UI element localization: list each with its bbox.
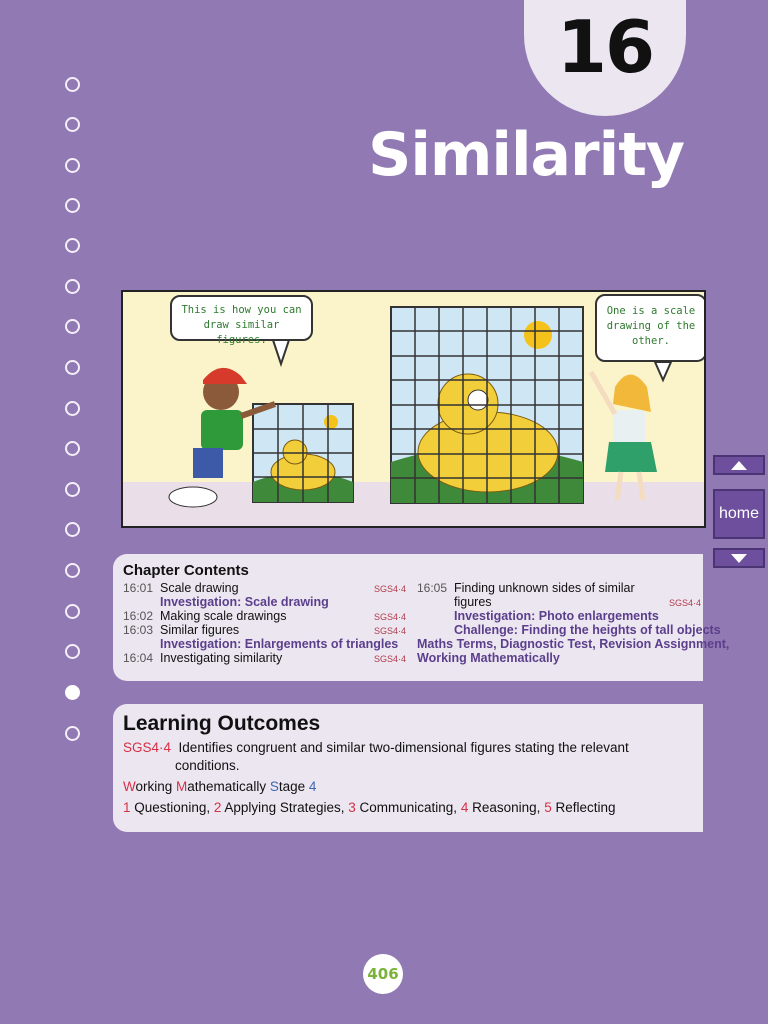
outcome-code: SGS4·4 xyxy=(123,740,172,755)
contents-extras[interactable]: Maths Terms, Diagnostic Test, Revision Assignment, xyxy=(417,637,730,651)
contents-investigation[interactable]: Investigation: Photo enlargements xyxy=(454,609,659,623)
contents-item[interactable]: 16:05 Finding unknown sides of similar xyxy=(417,581,635,595)
contents-investigation[interactable]: Investigation: Enlargements of triangles xyxy=(160,637,399,651)
binder-hole xyxy=(65,319,80,334)
page-number: 406 xyxy=(363,954,403,994)
outcomes-title: Learning Outcomes xyxy=(123,712,321,735)
chapter-title: Similarity xyxy=(368,120,684,190)
girl-character xyxy=(591,372,657,500)
contents-item[interactable]: 16:04 Investigating similarity xyxy=(123,651,283,665)
contents-extras[interactable]: Working Mathematically xyxy=(417,651,560,665)
binder-hole xyxy=(65,482,80,497)
previous-page-button[interactable] xyxy=(713,455,765,475)
binder-hole xyxy=(65,158,80,173)
binder-hole xyxy=(65,360,80,375)
outcome-text: Identifies congruent and similar two-dimensional figures stating the relevant xyxy=(178,740,629,755)
next-page-button[interactable] xyxy=(713,548,765,568)
outcome-line xyxy=(123,739,629,757)
binder-hole xyxy=(65,644,80,659)
binder-hole xyxy=(65,726,80,741)
comic-illustration xyxy=(121,290,706,528)
right-speech-bubble: One is a scale drawing of the other. xyxy=(595,294,706,362)
binder-hole xyxy=(65,77,80,92)
contents-title: Chapter Contents xyxy=(123,562,249,579)
working-mathematically-stage: Working Mathematically Stage 4 xyxy=(123,779,317,794)
syllabus-tag: SGS4·4 xyxy=(374,626,407,636)
binder-hole xyxy=(65,198,80,213)
binder-hole xyxy=(65,522,80,537)
contents-item-continued[interactable]: figures xyxy=(454,595,492,609)
syllabus-tag: SGS4·4 xyxy=(374,654,407,664)
up-arrow-icon xyxy=(731,461,747,470)
syllabus-tag: SGS4·4 xyxy=(374,584,407,594)
syllabus-tag: SGS4·4 xyxy=(669,598,702,608)
binder-hole xyxy=(65,238,80,253)
learning-outcomes-panel xyxy=(113,704,703,832)
chapter-number: 16 xyxy=(556,5,654,89)
working-mathematically-processes: 1 Questioning, 2 Applying Strategies, 3 Communicating, 4 Reasoning, 5 Reflecting xyxy=(123,800,616,815)
binder-hole xyxy=(65,604,80,619)
contents-item[interactable]: 16:01 Scale drawing xyxy=(123,581,239,595)
binder-hole-current xyxy=(65,685,80,700)
contents-challenge[interactable]: Challenge: Finding the heights of tall objects xyxy=(454,623,721,637)
binder-hole xyxy=(65,401,80,416)
home-button[interactable]: home xyxy=(713,489,765,539)
syllabus-tag: SGS4·4 xyxy=(374,612,407,622)
binder-hole xyxy=(65,117,80,132)
large-frog-grid-picture xyxy=(391,307,583,503)
binder-hole xyxy=(65,441,80,456)
left-speech-bubble: This is how you can draw similar figures. xyxy=(170,295,313,341)
contents-item[interactable]: 16:02 Making scale drawings xyxy=(123,609,287,623)
small-frog-grid-picture xyxy=(253,404,353,502)
outcome-text-continued: conditions. xyxy=(175,758,240,773)
contents-item[interactable]: 16:03 Similar figures xyxy=(123,623,240,637)
binder-hole xyxy=(65,279,80,294)
binder-hole xyxy=(65,563,80,578)
down-arrow-icon xyxy=(731,554,747,563)
chapter-contents-panel xyxy=(113,554,730,681)
contents-investigation[interactable]: Investigation: Scale drawing xyxy=(160,595,329,609)
